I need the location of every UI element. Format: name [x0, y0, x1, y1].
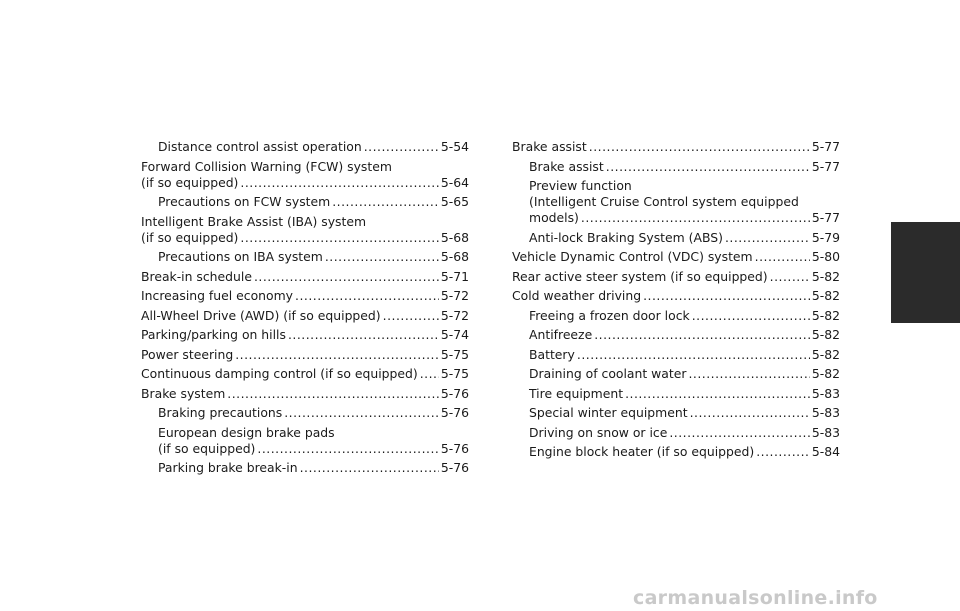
toc-entry-line	[529, 425, 840, 441]
toc-entry-page-number: 5-68	[440, 229, 469, 245]
toc-entry-page-number: 5-77	[811, 139, 840, 154]
toc-entry-title-line: Intelligent Brake Assist (IBA) system	[141, 213, 367, 229]
toc-entry-title: Continuous damping control (if so equipped)	[141, 366, 418, 381]
toc-entry-page-number: 5-76	[440, 385, 469, 401]
toc-entry-page-number: 5-72	[440, 288, 469, 303]
dot-leader	[770, 269, 810, 285]
toc-entry-page-number: 5-76	[440, 440, 469, 456]
toc-entry-line	[512, 139, 840, 155]
toc-entry-line	[141, 366, 469, 382]
toc-entry-title: Braking precautions	[158, 405, 283, 420]
toc-entry-title: Increasing fuel economy	[141, 288, 293, 303]
toc-entry-title: Draining of coolant water	[529, 366, 687, 381]
toc-entry[interactable]	[512, 230, 840, 246]
dot-leader	[288, 327, 439, 343]
dot-leader	[383, 308, 439, 324]
toc-entry-page-number: 5-75	[440, 346, 469, 362]
toc-entry-line	[529, 159, 840, 175]
toc-entry-title-line: European design brake pads	[158, 424, 335, 440]
toc-entry-title-line: (Intelligent Cruise Control system equipped	[529, 194, 799, 209]
toc-entry-page-number: 5-64	[440, 174, 469, 190]
toc-entry[interactable]	[141, 386, 469, 402]
toc-entry-page-number: 5-77	[811, 210, 840, 225]
dot-leader	[295, 288, 439, 304]
toc-entry-page-number: 5-84	[811, 444, 840, 459]
toc-entry-line	[529, 327, 840, 343]
dot-leader	[257, 441, 438, 457]
dot-leader	[420, 366, 439, 382]
toc-entry[interactable]	[141, 159, 469, 191]
toc-entry-page-number: 5-76	[440, 405, 469, 420]
toc-entry-line	[529, 210, 840, 226]
toc-entry-page-number: 5-72	[440, 307, 469, 323]
toc-entry-line	[141, 308, 469, 324]
toc-entry-title: Cold weather driving	[512, 288, 642, 303]
toc-entry-line	[529, 308, 840, 324]
toc-entry-title: Anti-lock Braking System (ABS)	[529, 229, 723, 245]
toc-entry[interactable]	[141, 327, 469, 343]
dot-leader	[364, 139, 439, 155]
toc-entry[interactable]	[512, 366, 840, 382]
dot-leader	[756, 444, 810, 460]
toc-entry-line	[158, 139, 469, 155]
toc-entry-title: All-Wheel Drive (AWD) (if so equipped)	[141, 307, 381, 323]
toc-entry-title: Parking/parking on hills	[141, 327, 286, 342]
dot-leader	[669, 425, 810, 441]
dot-leader	[688, 366, 809, 382]
toc-entry-title: Engine block heater (if so equipped)	[529, 444, 755, 459]
dot-leader	[254, 269, 439, 285]
toc-entry-title: Precautions on IBA system	[158, 249, 323, 264]
toc-entry[interactable]	[141, 308, 469, 324]
toc-entry-page-number: 5-83	[811, 424, 840, 440]
toc-entry[interactable]	[141, 405, 469, 421]
dot-leader	[725, 230, 810, 246]
toc-entry-page-number: 5-83	[811, 405, 840, 420]
toc-entry[interactable]	[141, 366, 469, 382]
toc-entry-line	[141, 175, 469, 191]
toc-entry-page-number: 5-71	[440, 268, 469, 284]
toc-entry-line	[529, 366, 840, 382]
dot-leader	[332, 194, 439, 210]
section-thumb-tab	[891, 222, 960, 323]
toc-entry-line	[141, 288, 469, 304]
toc-entry[interactable]	[141, 249, 469, 265]
toc-entry-page-number: 5-82	[811, 288, 840, 303]
dot-leader	[581, 210, 810, 226]
toc-entry-title: Power steering	[141, 346, 234, 362]
toc-entry-line	[141, 269, 469, 285]
toc-entry[interactable]	[512, 269, 840, 285]
toc-entry[interactable]	[512, 308, 840, 324]
dot-leader	[690, 405, 810, 421]
toc-entry[interactable]	[512, 444, 840, 460]
toc-entry-title: Brake assist	[529, 158, 604, 174]
toc-entry-title: Distance control assist operation	[158, 139, 362, 154]
toc-entry-title: Brake assist	[512, 139, 587, 154]
dot-leader	[643, 288, 810, 304]
toc-entry-title: Rear active steer system (if so equipped)	[512, 268, 768, 284]
toc-entry[interactable]	[512, 249, 840, 265]
toc-entry-line	[141, 386, 469, 402]
toc-entry-page-number: 5-68	[440, 249, 469, 264]
toc-entry[interactable]	[141, 214, 469, 246]
toc-entry-title: Tire equipment	[529, 385, 624, 401]
dot-leader	[589, 139, 810, 155]
toc-entry-title: Antifreeze	[529, 327, 593, 342]
toc-entry-page-number: 5-76	[440, 460, 469, 475]
toc-entry-title: Break-in schedule	[141, 268, 252, 284]
toc-entry[interactable]	[512, 386, 840, 402]
toc-entry-page-number: 5-82	[811, 346, 840, 362]
toc-entry-line	[158, 441, 469, 457]
toc-entry-page-number: 5-74	[440, 327, 469, 342]
toc-entry[interactable]	[141, 288, 469, 304]
dot-leader	[755, 249, 810, 265]
toc-entry-page-number: 5-54	[440, 139, 469, 154]
dot-leader	[240, 175, 438, 191]
toc-entry-page-number: 5-82	[811, 327, 840, 342]
toc-entry-page-number: 5-77	[811, 158, 840, 174]
dot-leader	[227, 386, 439, 402]
toc-entry-page-number: 5-80	[811, 249, 840, 264]
toc-entry-title-line: Forward Collision Warning (FCW) system	[141, 158, 392, 174]
toc-entry-line	[529, 386, 840, 402]
toc-entry-page-number: 5-75	[440, 366, 469, 381]
toc-entry-title: Parking brake break-in	[158, 460, 298, 475]
toc-entry-page-number: 5-82	[811, 366, 840, 381]
toc-entry-page-number: 5-82	[811, 268, 840, 284]
toc-entry-page-number: 5-65	[440, 194, 469, 209]
dot-leader	[594, 327, 810, 343]
toc-entry-title: Vehicle Dynamic Control (VDC) system	[512, 249, 753, 264]
toc-entry[interactable]	[512, 178, 840, 226]
toc-entry-title: (if so equipped)	[141, 229, 239, 245]
toc-entry-title-line: Preview function	[529, 178, 632, 193]
toc-entry-title: Driving on snow or ice	[529, 424, 668, 440]
toc-entry-line	[529, 347, 840, 363]
dot-leader	[577, 347, 810, 363]
toc-left-column	[141, 139, 469, 480]
toc-entry-title: Special winter equipment	[529, 405, 688, 420]
toc-entry[interactable]	[512, 159, 840, 175]
toc-entry-line	[529, 444, 840, 460]
dot-leader	[300, 460, 439, 476]
watermark-footer: carmanualsonline.info	[633, 587, 878, 609]
toc-entry-line	[158, 460, 469, 476]
toc-entry-title: models)	[529, 210, 579, 225]
toc-entry-title: Battery	[529, 346, 575, 362]
toc-entry-line	[529, 405, 840, 421]
toc-entry-line	[141, 230, 469, 246]
toc-entry-line	[141, 347, 469, 363]
toc-entry-title: Brake system	[141, 385, 226, 401]
toc-entry-line	[512, 288, 840, 304]
toc-entry[interactable]	[512, 425, 840, 441]
toc-entry-title: Precautions on FCW system	[158, 194, 331, 209]
toc-entry-line	[529, 230, 840, 246]
toc-right-column	[512, 139, 840, 464]
toc-entry-line	[158, 194, 469, 210]
toc-entry-line	[512, 249, 840, 265]
toc-entry[interactable]	[141, 460, 469, 476]
toc-entry[interactable]	[512, 405, 840, 421]
toc-entry[interactable]	[512, 139, 840, 155]
toc-entry[interactable]	[512, 288, 840, 304]
toc-entry-title: (if so equipped)	[141, 174, 239, 190]
dot-leader	[240, 230, 438, 246]
toc-entry[interactable]	[141, 347, 469, 363]
dot-leader	[325, 249, 439, 265]
dot-leader	[606, 159, 810, 175]
toc-entry-title: Freeing a frozen door lock	[529, 307, 690, 323]
toc-entry-page-number: 5-82	[811, 307, 840, 323]
toc-entry[interactable]	[141, 269, 469, 285]
toc-entry-page-number: 5-83	[811, 385, 840, 401]
toc-entry-line	[158, 405, 469, 421]
dot-leader	[692, 308, 810, 324]
toc-entry-title: (if so equipped)	[158, 440, 256, 456]
dot-leader	[625, 386, 810, 402]
dot-leader	[284, 405, 439, 421]
toc-entry[interactable]	[141, 425, 469, 457]
toc-entry-page-number: 5-79	[811, 229, 840, 245]
toc-entry[interactable]	[141, 139, 469, 155]
dot-leader	[235, 347, 439, 363]
toc-entry[interactable]	[512, 327, 840, 343]
toc-entry-line	[141, 327, 469, 343]
toc-entry[interactable]	[512, 347, 840, 363]
toc-entry-line	[158, 249, 469, 265]
toc-entry[interactable]	[141, 194, 469, 210]
toc-entry-line	[512, 269, 840, 285]
